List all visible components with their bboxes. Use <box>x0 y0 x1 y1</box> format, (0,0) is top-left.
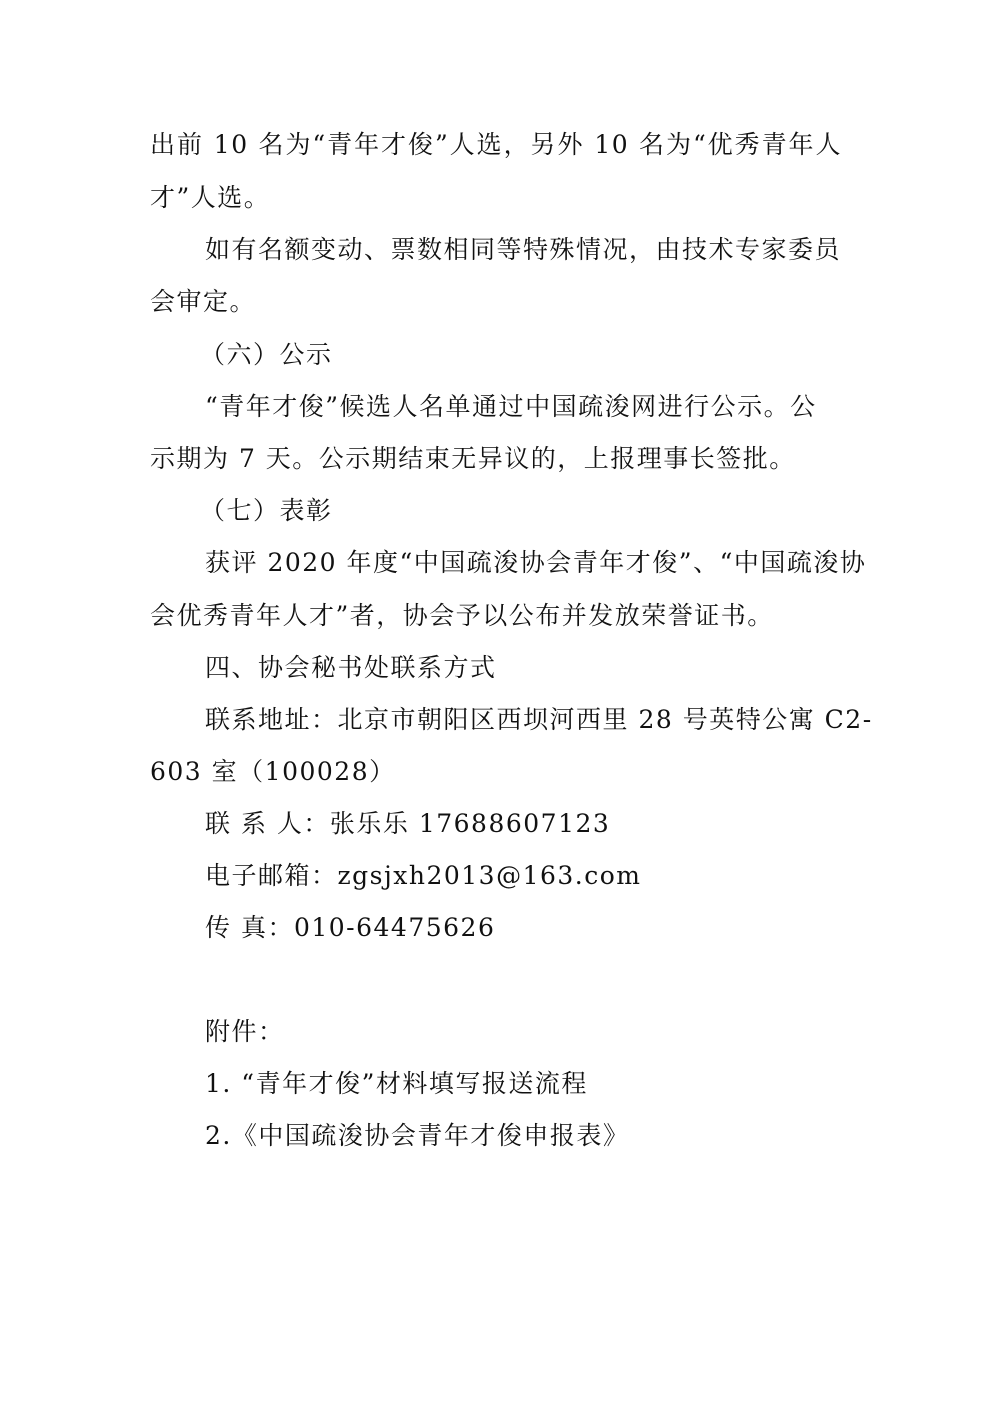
paragraph-selection-continued-line-1: 出前 10 名为“青年才俊”人选，另外 10 名为“优秀青年人 <box>150 130 842 159</box>
paragraph-publicity-line-2: 示期为 7 天。公示期结束无异议的，上报理事长签批。 <box>150 444 796 473</box>
paragraph-quota-changes-line-1: 如有名额变动、票数相同等特殊情况，由技术专家委员 <box>205 235 842 264</box>
paragraph-commendation-line-1: 获评 2020 年度“中国疏浚协会青年才俊”、“中国疏浚协 <box>205 548 867 577</box>
contact-address-line-2: 603 室（100028） <box>150 757 396 786</box>
contact-address-line-1: 联系地址：北京市朝阳区西坝河西里 28 号英特公寓 C2- <box>205 705 873 734</box>
paragraph-publicity-line-1: “青年才俊”候选人名单通过中国疏浚网进行公示。公 <box>205 392 817 421</box>
section-heading-contact: 四、协会秘书处联系方式 <box>205 653 497 682</box>
section-heading-commendation: （七）表彰 <box>200 496 333 525</box>
paragraph-quota-changes-line-2: 会审定。 <box>150 287 257 316</box>
paragraph-commendation-line-2: 会优秀青年人才”者，协会予以公布并发放荣誉证书。 <box>150 601 774 630</box>
contact-fax: 传 真：010-64475626 <box>205 913 496 942</box>
contact-email: 电子邮箱：zgsjxh2013@163.com <box>205 861 642 890</box>
contact-person: 联 系 人：张乐乐 17688607123 <box>205 809 611 838</box>
paragraph-selection-continued-line-2: 才”人选。 <box>150 183 271 212</box>
attachment-item-2: 2.《中国疏浚协会青年才俊申报表》 <box>205 1121 630 1150</box>
attachment-item-1: 1. “青年才俊”材料填写报送流程 <box>205 1069 588 1098</box>
section-heading-publicity: （六）公示 <box>200 340 333 369</box>
attachments-heading: 附件： <box>205 1017 285 1046</box>
